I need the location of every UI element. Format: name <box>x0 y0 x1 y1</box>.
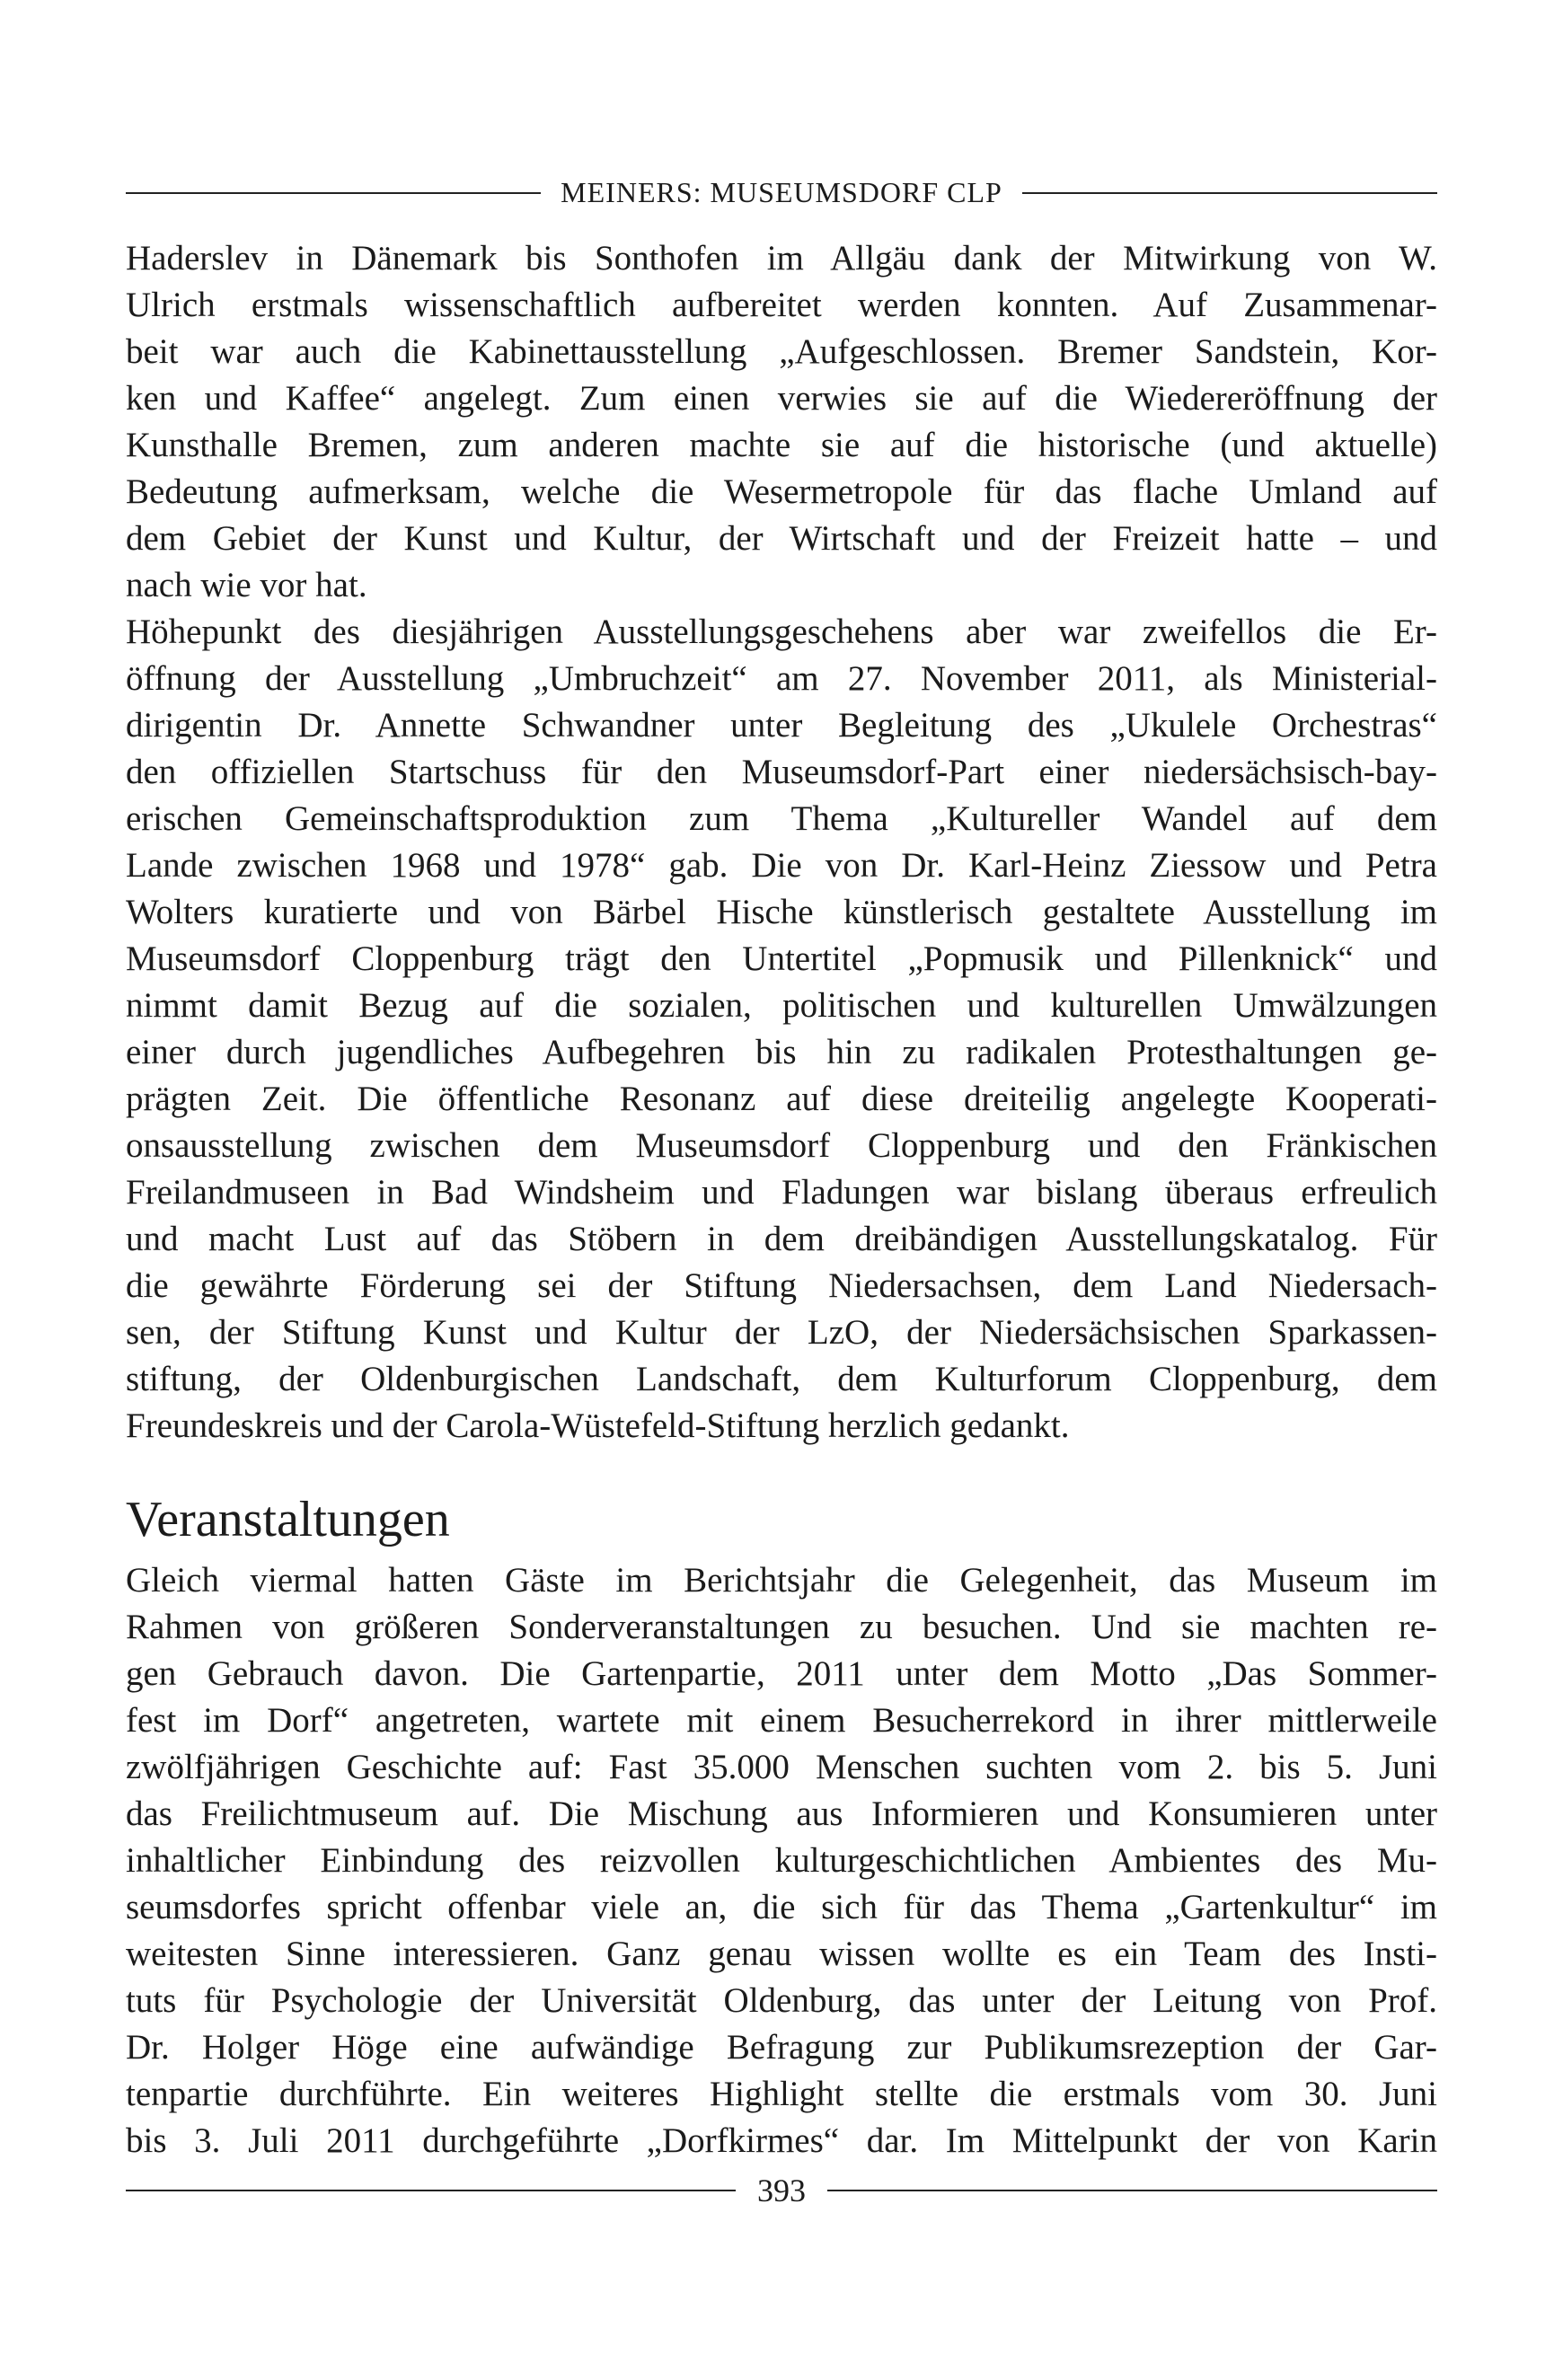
text-line: bis 3. Juli 2011 durchgeführte „Dorfkirmes“ dar. Im Mittelpunkt der von Karin <box>126 2121 1437 2160</box>
text-line: Gleich viermal hatten Gäste im Berichtsjahr die Gelegenheit, das Museum im <box>126 1561 1437 1600</box>
footer-rule-right <box>827 2190 1437 2191</box>
text-line: inhaltlicher Einbindung des reizvollen kulturgeschichtlichen Ambientes des Mu- <box>126 1841 1437 1880</box>
text-line: zwölfjährigen Geschichte auf: Fast 35.000 Menschen suchten vom 2. bis 5. Juni <box>126 1748 1437 1786</box>
text-line: einer durch jugendliches Aufbegehren bis hin zu radikalen Protesthaltungen ge- <box>126 1033 1437 1071</box>
text-line: nach wie vor hat. <box>126 566 367 604</box>
running-head <box>126 176 1437 209</box>
text-line: erischen Gemeinschaftsproduktion zum Thema „Kultureller Wandel auf dem <box>126 799 1437 838</box>
text-line: ken und Kaffee“ angelegt. Zum einen verwies sie auf die Wiedereröffnung der <box>126 379 1437 418</box>
text-line: das Freilichtmuseum auf. Die Mischung aus Informieren und Konsumieren unter <box>126 1794 1437 1833</box>
text-line: die gewährte Förderung sei der Stiftung Niedersachsen, dem Land Niedersach- <box>126 1266 1437 1305</box>
section-heading: Veranstaltungen <box>126 1492 450 1547</box>
text-line: sen, der Stiftung Kunst und Kultur der LzO, der Niedersächsischen Sparkassen- <box>126 1313 1437 1352</box>
text-line: Bedeutung aufmerksam, welche die Wesermetropole für das flache Umland auf <box>126 472 1437 511</box>
text-line: Haderslev in Dänemark bis Sonthofen im Allgäu dank der Mitwirkung von W. <box>126 239 1437 278</box>
text-line: öffnung der Ausstellung „Umbruchzeit“ am 27. November 2011, als Ministerial- <box>126 659 1437 698</box>
text-line: nimmt damit Bezug auf die sozialen, politischen und kulturellen Umwälzungen <box>126 986 1437 1025</box>
page-number: 393 <box>757 2173 806 2208</box>
running-title: MEINERS: MUSEUMSDORF CLP <box>561 176 1002 208</box>
text-line: dem Gebiet der Kunst und Kultur, der Wirtschaft und der Freizeit hatte – und <box>126 519 1437 558</box>
text-line: Rahmen von größeren Sonderveranstaltungen zu besuchen. Und sie machten re- <box>126 1608 1437 1646</box>
text-line: weitesten Sinne interessieren. Ganz genau wissen wollte es ein Team des Insti- <box>126 1935 1437 1973</box>
text-line: und macht Lust auf das Stöbern in dem dreibändigen Ausstellungskatalog. Für <box>126 1220 1437 1258</box>
text-line: Kunsthalle Bremen, zum anderen machte sie auf die historische (und aktuelle) <box>126 426 1437 464</box>
text-line: fest im Dorf“ angetreten, wartete mit einem Besucherrekord in ihrer mittlerweile <box>126 1701 1437 1740</box>
text-line: seumsdorfes spricht offenbar viele an, die sich für das Thema „Gartenkultur“ im <box>126 1888 1437 1926</box>
text-line: prägten Zeit. Die öffentliche Resonanz auf diese dreiteilig angelegte Kooperati- <box>126 1080 1437 1118</box>
text-line: dirigentin Dr. Annette Schwandner unter Begleitung des „Ukulele Orchestras“ <box>126 706 1437 745</box>
text-line: stiftung, der Oldenburgischen Landschaft, dem Kulturforum Cloppenburg, dem <box>126 1360 1437 1398</box>
text-line: Dr. Holger Höge eine aufwändige Befragung zur Publikumsrezeption der Gar- <box>126 2028 1437 2067</box>
text-line: Ulrich erstmals wissenschaftlich aufbereitet werden konnten. Auf Zusammenar- <box>126 286 1437 324</box>
body-text-section <box>126 1557 1437 2164</box>
text-line: Freundeskreis und der Carola-Wüstefeld-Stiftung herzlich gedankt. <box>126 1406 1070 1445</box>
text-line: Museumsdorf Cloppenburg trägt den Untertitel „Popmusik und Pillenknick“ und <box>126 939 1437 978</box>
text-line: tenpartie durchführte. Ein weiteres Highlight stellte die erstmals vom 30. Juni <box>126 2075 1437 2113</box>
header-rule-left <box>126 192 541 194</box>
text-line: den offiziellen Startschuss für den Museumsdorf-Part einer niedersächsisch-bay- <box>126 753 1437 791</box>
text-line: onsausstellung zwischen dem Museumsdorf Cloppenburg und den Fränkischen <box>126 1126 1437 1165</box>
text-line: beit war auch die Kabinettausstellung „Aufgeschlossen. Bremer Sandstein, Kor- <box>126 332 1437 371</box>
header-rule-right <box>1022 192 1437 194</box>
body-text-top <box>126 235 1437 1450</box>
text-line: tuts für Psychologie der Universität Oldenburg, das unter der Leitung von Prof. <box>126 1981 1437 2020</box>
text-line: Lande zwischen 1968 und 1978“ gab. Die von Dr. Karl-Heinz Ziessow und Petra <box>126 846 1437 885</box>
text-line: Höhepunkt des diesjährigen Ausstellungsgeschehens aber war zweifellos die Er- <box>126 613 1437 651</box>
text-line: gen Gebrauch davon. Die Gartenpartie, 2011 unter dem Motto „Das Sommer- <box>126 1654 1437 1693</box>
footer-rule-left <box>126 2190 736 2191</box>
page-footer <box>126 2172 1437 2209</box>
text-line: Wolters kuratierte und von Bärbel Hische künstlerisch gestaltete Ausstellung im <box>126 893 1437 931</box>
text-line: Freilandmuseen in Bad Windsheim und Fladungen war bislang überaus erfreulich <box>126 1173 1437 1212</box>
